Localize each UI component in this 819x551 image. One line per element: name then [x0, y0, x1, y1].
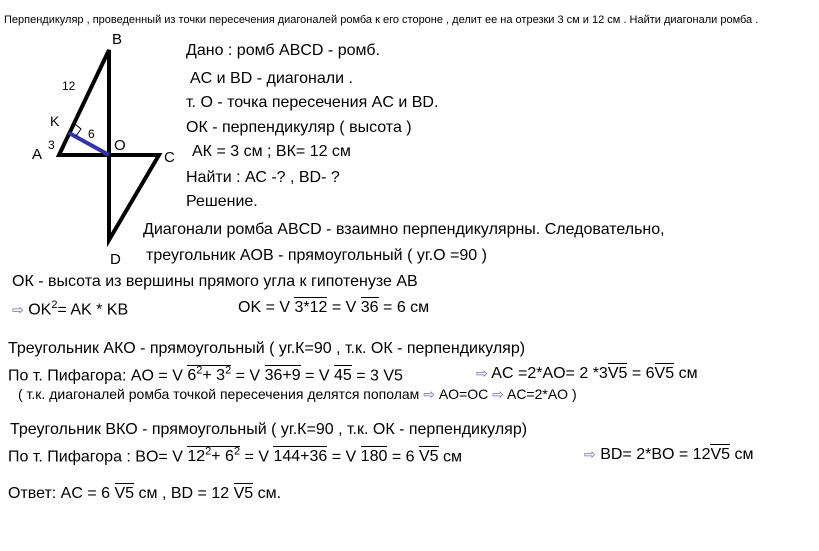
given-line-7: Решение. [186, 193, 258, 210]
triangle-bko-line: Треугольник ВКО - прямоугольный ( уг.К=90 , т.к. ОК - перпендикуляр) [10, 421, 528, 438]
label-6: 6 [88, 127, 95, 141]
right-angle-mark [75, 124, 81, 136]
note-line: ( т.к. диагоналей ромба точкой пересечения делятся пополам ⇨ AO=OC ⇨ AC=2*AO ) [18, 386, 577, 402]
label-d: D [110, 251, 121, 268]
given-line-1: Дано : ромб ABCD - ромб. [186, 42, 380, 59]
bd-result-line: ⇨ BD= 2*BO = 12V5 см [584, 446, 754, 463]
given-line-6: Найти : АС -? , BD- ? [186, 169, 340, 186]
label-3: 3 [48, 138, 55, 152]
triangle-ako-line: Треугольник АКО - прямоугольный ( уг.К=90 , т.к. ОК - перпендикуляр) [8, 340, 526, 357]
given-line-4: ОК - перпендикуляр ( высота ) [186, 119, 412, 136]
solution-line-2: треугольник AOB - прямоугольный ( уг.О =90 ) [146, 247, 487, 264]
arrow-icon: ⇨ [423, 386, 435, 402]
ok-squared-line: ⇨ $OK^2=$ AK * KB [12, 299, 129, 319]
label-c: C [164, 149, 175, 166]
given-line-3: т. О - точка пересечения AC и BD. [186, 94, 439, 111]
solution-line-1: Диагонали ромба ABCD - взаимно перпендикулярны. Следовательно, [143, 221, 665, 238]
ac-result-line: ⇨ AC =2*AO= 2 *3V5 = 6V5 см [476, 365, 698, 382]
pythagoras-ao-line: По т. Пифагора: AO = V $6^2+ 3^2 = V$ 36+9 = V 45 = 3 V5 [8, 365, 403, 385]
solution-line-3: ОК - высота из вершины прямого угла к гипотенузе АВ [12, 273, 418, 290]
pythagoras-bo-line: По т. Пифагора : BO= V $12^2+ 6^2 = V$ 144+36 = V 180 = 6 V5 см [8, 446, 462, 466]
given-line-5: АК = 3 см ; ВК= 12 см [192, 143, 351, 160]
given-line-2: AC и BD - диагонали . [190, 70, 353, 87]
arrow-icon: ⇨ [584, 446, 596, 462]
label-12: 12 [62, 79, 76, 93]
arrow-icon: ⇨ [492, 386, 504, 402]
arrow-icon: ⇨ [12, 301, 24, 318]
label-a: A [32, 146, 43, 163]
arrow-icon: ⇨ [476, 365, 488, 381]
answer-line: Ответ: AC = 6 V5 см , BD = 12 V5 см. [8, 485, 282, 502]
label-k: K [50, 113, 60, 129]
label-b: B [112, 31, 123, 48]
label-o: O [114, 137, 126, 154]
problem-statement: Перпендикуляр , проведенный из точки пересечения диагоналей ромба к его стороне , делит ее на отрезки 3 см и 12 см . Найти диагонали ромба . [4, 14, 759, 26]
ok-value-line: OK = V 3*12 = V 36 = 6 см [238, 299, 430, 316]
